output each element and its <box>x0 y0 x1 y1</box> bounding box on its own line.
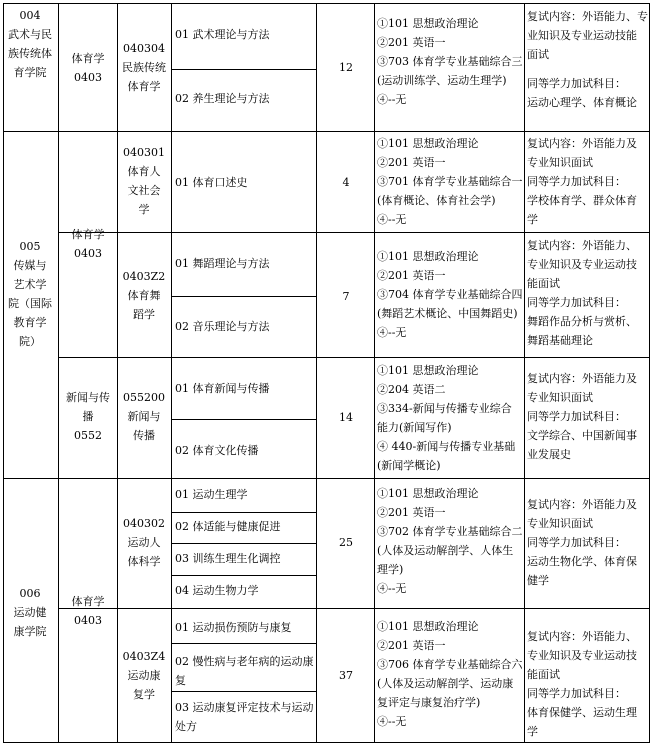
grid-line <box>171 643 316 644</box>
direction-item: 04 运动生物力学 <box>175 584 259 597</box>
direction-item: 02 体适能与健康促进 <box>175 520 281 533</box>
direction-item: 03 运动康复评定技术与运动 处方 <box>175 701 314 733</box>
grid-line <box>3 131 650 132</box>
direction-item: 01 武术理论与方法 <box>175 28 270 41</box>
program-cell: 040304 民族传统 体育学 <box>122 42 166 93</box>
grid-line <box>374 3 375 742</box>
college-cell: 004 武术与民 族传统体 育学院 <box>8 9 52 79</box>
retest-info: 复试内容：外语能力及 专业知识面试 同等学力加试科目： 运动生物化学、体育保 健学 <box>527 498 637 587</box>
grid-line <box>171 419 316 420</box>
college-cell: 006 运动健 康学院 <box>13 587 47 638</box>
college-cell: 005 传媒与 艺术学 院（国际 教育学 院） <box>8 240 52 348</box>
grid-line <box>171 575 316 576</box>
major-cell: 体育学 0403 <box>71 595 105 627</box>
direction-item: 03 训练生理生化调控 <box>175 552 281 565</box>
grid-line <box>3 3 650 4</box>
grid-line <box>171 3 172 742</box>
grid-line <box>58 232 650 233</box>
grid-line <box>171 543 316 544</box>
retest-info: 复试内容：外语能力、 专业知识及专业运动技 能面试 同等学力加试科目： 体育保健学、运动生理 学 <box>527 630 637 738</box>
program-cell: 040302 运动人 体科学 <box>123 517 165 568</box>
major-cell: 新闻与传 播 0552 <box>66 391 110 442</box>
grid-line <box>3 742 650 743</box>
enrollment-count: 25 <box>339 536 353 549</box>
major-cell: 体育学 0403 <box>71 228 105 260</box>
grid-line <box>171 691 316 692</box>
direction-item: 01 运动损伤预防与康复 <box>175 621 292 634</box>
enrollment-count: 4 <box>342 176 350 189</box>
retest-info: 复试内容：外语能力及 专业知识面试 同等学力加试科目： 文学综合、中国新闻事 业发展史 <box>527 372 637 461</box>
enrollment-count: 12 <box>339 61 353 74</box>
direction-item: 01 运动生理学 <box>175 488 248 501</box>
program-cell: 0403Z2 体育舞 蹈学 <box>122 270 166 321</box>
retest-info: 复试内容：外语能力及 专业知识面试 同等学力加试科目： 学校体育学、群众体育 学 <box>527 137 637 226</box>
direction-item: 02 音乐理论与方法 <box>175 320 270 333</box>
exam-subjects: ①101 思想政治理论 ②201 英语一 ③704 体育学专业基础综合四 (舞蹈艺术概论、中国舞蹈史) ④--无 <box>377 250 523 339</box>
direction-item: 02 体育文化传播 <box>175 444 259 457</box>
grid-line <box>524 3 525 742</box>
grid-line <box>58 357 650 358</box>
retest-info: 复试内容：外语能力、 专业知识及专业运动技 能面试 同等学力加试科目： 舞蹈作品分析与赏析、 舞蹈基础理论 <box>527 239 637 347</box>
exam-subjects: ①101 思想政治理论 ②201 英语一 ③701 体育学专业基础综合一 (体育概论、体育社会学) ④--无 <box>377 137 523 226</box>
program-cell: 055200 新闻与 传播 <box>123 391 165 442</box>
grid-line <box>3 478 650 479</box>
direction-item: 01 舞蹈理论与方法 <box>175 257 270 270</box>
program-cell: 0403Z4 运动康 复学 <box>122 650 166 701</box>
exam-subjects: ①101 思想政治理论 ②201 英语一 ③706 体育学专业基础综合六 (人体及运动解剖学、运动康 复评定与康复治疗学) ④--无 <box>377 620 523 728</box>
program-cell: 040301 体育人 文社会 学 <box>123 146 165 216</box>
exam-subjects: ①101 思想政治理论 ②204 英语二 ③334-新闻与传播专业综合 能力(新闻写作) ④ 440-新闻与传播专业基础 (新闻学概论) <box>377 364 516 472</box>
exam-subjects: ①101 思想政治理论 ②201 英语一 ③702 体育学专业基础综合二 (人体及运动解剖学、人体生 理学) ④--无 <box>377 487 523 595</box>
retest-info: 复试内容：外语能力、专 业知识及专业运动技能 面试 同等学力加试科目： 运动心理学、体育概论 <box>527 10 648 109</box>
direction-item: 01 体育口述史 <box>175 176 248 189</box>
direction-item: 02 慢性病与老年病的运动康 复 <box>175 655 314 687</box>
grid-line <box>649 3 650 742</box>
grid-line <box>171 296 316 297</box>
grid-line <box>316 3 317 742</box>
enrollment-count: 7 <box>342 290 350 303</box>
enrollment-count: 14 <box>339 411 353 424</box>
direction-item: 02 养生理论与方法 <box>175 92 270 105</box>
grid-line <box>58 608 650 609</box>
direction-item: 01 体育新闻与传播 <box>175 382 270 395</box>
major-cell: 体育学 0403 <box>71 52 105 84</box>
grid-line <box>117 3 118 742</box>
exam-subjects: ①101 思想政治理论 ②201 英语一 ③703 体育学专业基础综合三 (运动训练学、运动生理学) ④--无 <box>377 17 523 106</box>
enrollment-count: 37 <box>339 669 353 682</box>
grid-line <box>171 69 316 70</box>
grid-line <box>171 512 316 513</box>
